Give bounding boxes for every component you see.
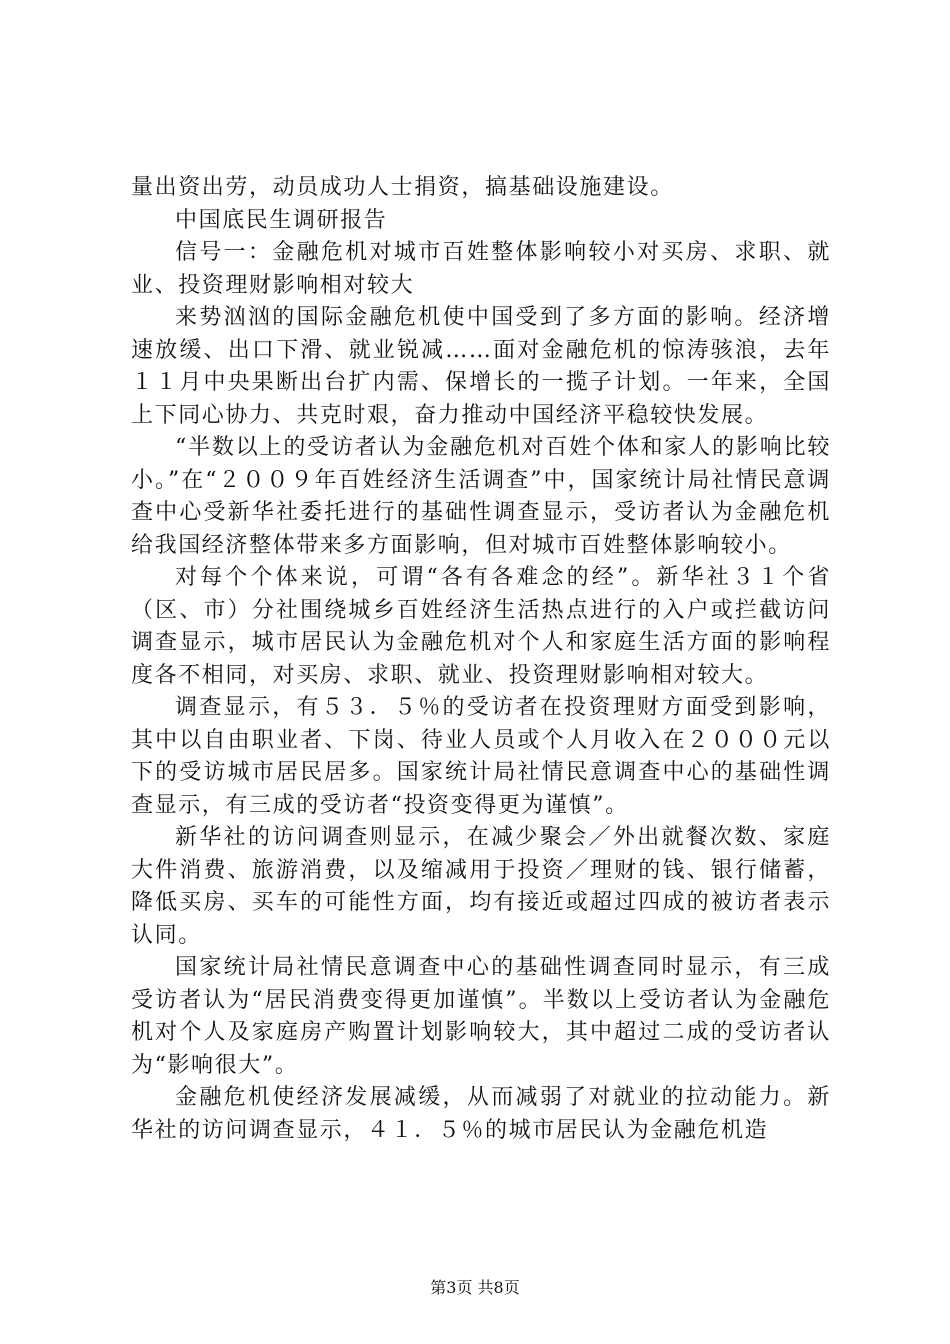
paragraph: “半数以上的受访者认为金融危机对百姓个体和家人的影响比较小。”在“２００９年百姓经济生活调查”中，国家统计局社情民意调查中心受新华社委托进行的基础性调查显示，受访者认为金融危机给我国经济整体带来多方面影响，但对城市百姓整体影响较小。 — [131, 435, 831, 558]
paragraph: 国家统计局社情民意调查中心的基础性调查同时显示，有三成受访者认为“居民消费变得更加谨慎”。半数以上受访者认为金融危机对个人及家庭房产购置计划影响较大，其中超过二成的受访者认为“影响很大”。 — [131, 955, 831, 1078]
paragraph: 调查显示，有５３．５％的受访者在投资理财方面受到影响，其中以自由职业者、下岗、待业人员或个人月收入在２０００元以下的受访城市居民居多。国家统计局社情民意调查中心的基础性调查显示，有三成的受访者“投资变得更为谨慎”。 — [131, 695, 831, 818]
section-heading-signal-one: 信号一：金融危机对城市百姓整体影响较小对买房、求职、就业、投资理财影响相对较大 — [131, 240, 831, 298]
page-number-footer: 第3页 共8页 — [430, 1278, 520, 1297]
paragraph: 来势汹汹的国际金融危机使中国受到了多方面的影响。经济增速放缓、出口下滑、就业锐减……面对金融危机的惊涛骇浪，去年１１月中央果断出台扩内需、保增长的一揽子计划。一年来，全国上下同心协力、共克时艰，奋力推动中国经济平稳较快发展。 — [131, 305, 831, 428]
paragraph: 金融危机使经济发展减缓，从而减弱了对就业的拉动能力。新华社的访问调查显示，４１．５％的城市居民认为金融危机造 — [131, 1085, 831, 1143]
paragraph: 对每个个体来说，可谓“各有各难念的经”。新华社３１个省（区、市）分社围绕城乡百姓经济生活热点进行的入户或拦截访问调查显示，城市居民认为金融危机对个人和家庭生活方面的影响程度各不相同，对买房、求职、就业、投资理财影响相对较大。 — [131, 565, 831, 688]
paragraph-continuation: 量出资出劳，动员成功人士捐资，搞基础设施建设。 — [131, 175, 674, 200]
paragraph: 新华社的访问调查则显示，在减少聚会／外出就餐次数、家庭大件消费、旅游消费，以及缩减用于投资／理财的钱、银行储蓄，降低买房、买车的可能性方面，均有接近或超过四成的被访者表示认同。 — [131, 825, 831, 948]
report-title: 中国底民生调研报告 — [175, 207, 388, 233]
document-body — [131, 172, 831, 1147]
